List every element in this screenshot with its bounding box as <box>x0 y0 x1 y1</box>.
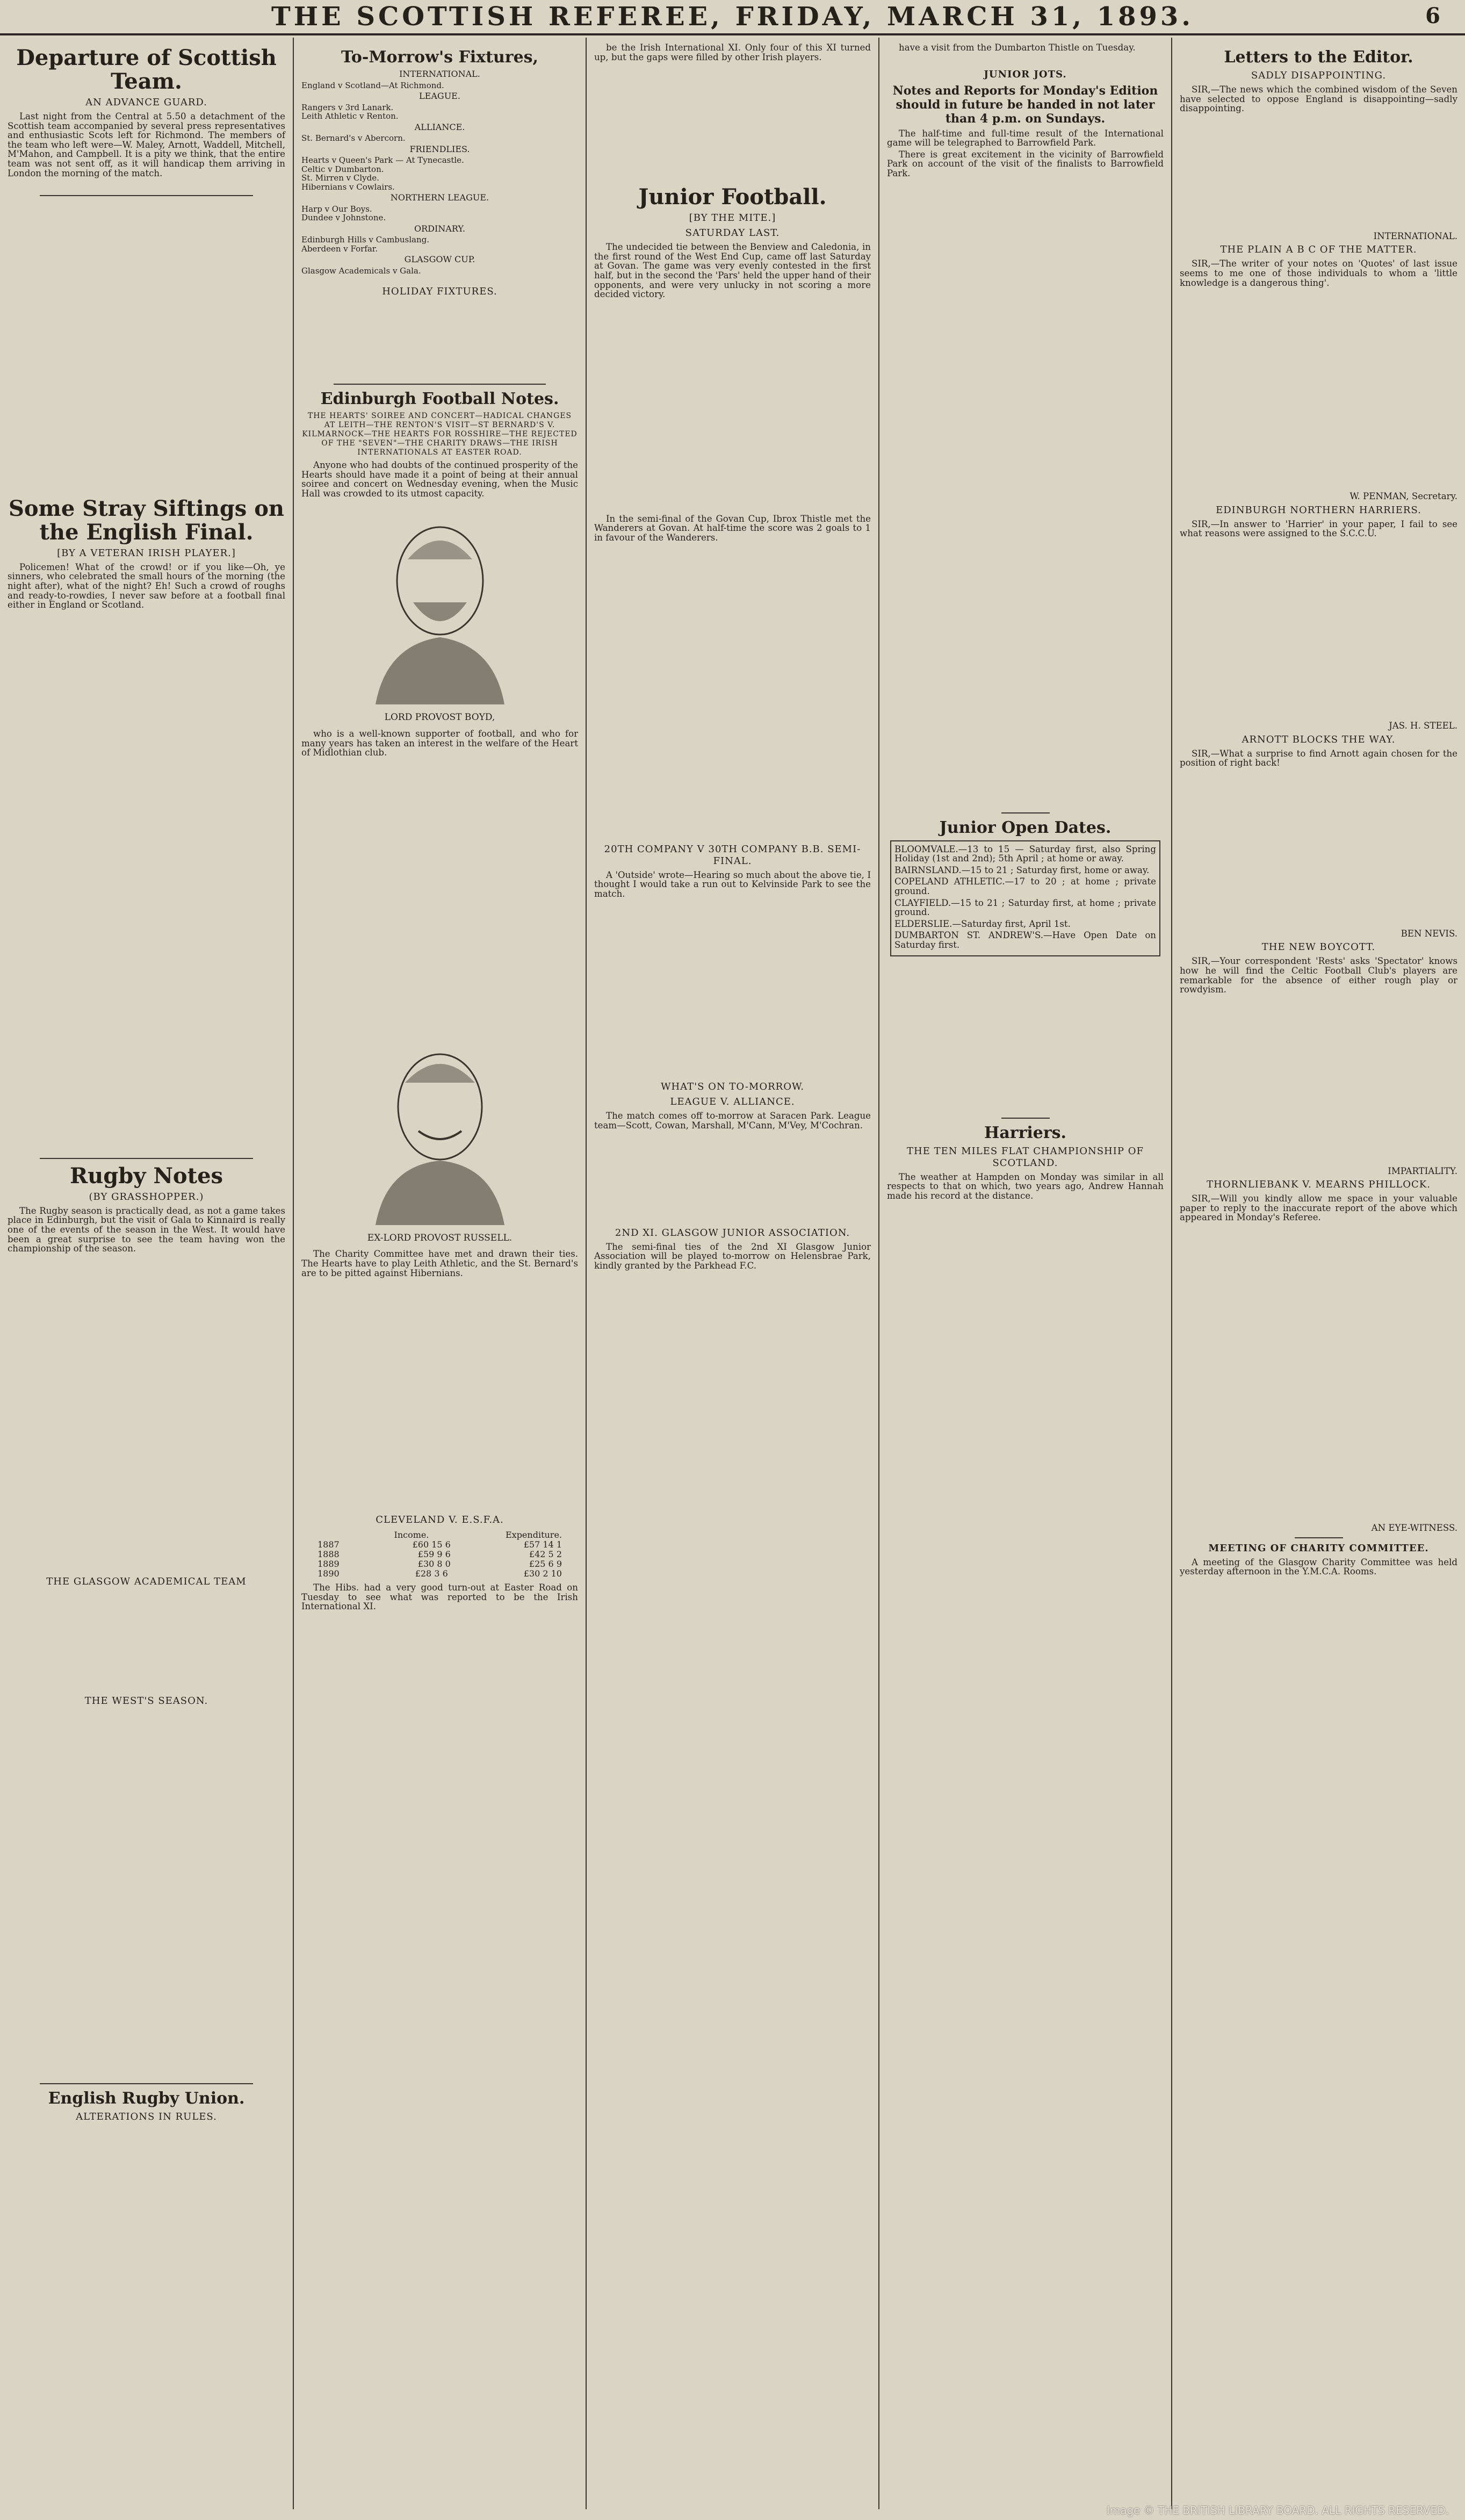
headline-junior-football: Junior Football. <box>638 184 827 210</box>
headline-letters: Letters to the Editor. <box>1224 48 1413 67</box>
masthead-title: THE SCOTTISH REFEREE, FRIDAY, MARCH 31, 1893. <box>271 2 1194 32</box>
letter-signature: INTERNATIONAL. <box>1373 231 1457 241</box>
finance-table <box>317 1530 562 1579</box>
subhead: SATURDAY LAST. <box>685 227 780 239</box>
subhead: THE WEST'S SEASON. <box>84 1695 208 1707</box>
headline-open-dates: Junior Open Dates. <box>939 818 1112 837</box>
letter-text: SIR,—In answer to 'Harrier' in your paper, I fail to see what reasons were assigned to the S.C.C.U. <box>1180 519 1457 539</box>
letter-signature: JAS. H. STEEL. <box>1389 720 1457 731</box>
letter-heading: THORNLIEBANK V. MEARNS PHILLOCK. <box>1207 1179 1431 1191</box>
fixture-line: Edinburgh Hills v Cambuslang. <box>301 235 430 244</box>
article-text: The Charity Committee have met and drawn their ties. The Hearts have to play Leith Athletic, and the St. Bernard's are to be pitted against Hibernians. <box>301 1249 578 1278</box>
article-text: The half-time and full-time result of the International game will be telegraphed to Barrowfield Park. <box>887 128 1164 148</box>
article-text: The weather at Hampden on Monday was similar in all respects to that on which, two years ago, Andrew Hannah made his record at the distance. <box>887 1171 1164 1201</box>
letter-signature: IMPARTIALITY. <box>1388 1165 1457 1176</box>
open-date-entry: COPELAND ATHLETIC.—17 to 20 ; at home ; private ground. <box>894 876 1156 896</box>
article-text: The undecided tie between the Benview and Caledonia, in the first round of the West End Cup, came off last Saturday at Govan. The game was very evenly contested in the first half, but in the second the 'Pars' held the upper hand of their opponents, and were very unlucky in not scoring a more decided victory. <box>594 242 871 300</box>
subhead: 2ND XI. GLASGOW JUNIOR ASSOCIATION. <box>615 1227 850 1239</box>
portrait-ex-lord-provost <box>343 1026 537 1230</box>
fixture-line: GLASGOW CUP. <box>404 254 475 264</box>
fixture-line: England v Scotland—At Richmond. <box>301 80 444 90</box>
headline-english-rugby: English Rugby Union. <box>48 2089 245 2108</box>
portrait-caption: LORD PROVOST BOYD, <box>384 712 495 723</box>
column-1 <box>0 43 293 2504</box>
article-text: Last night from the Central at 5.50 a detachment of the Scottish team accompanied by several press representatives and enthusiastic Scots left for Richmond. The members of the team who left were—W. Maley, Arnott, Waddell, Mitchell, M'Mahon, and Campbell. It is a pity we think, that the entire team was not sent off, as it will handicap them arriving in London the morning of the match. <box>8 111 285 178</box>
letter-text: SIR,—The writer of your notes on 'Quotes' of last issue seems to me one of those individuals to whom a 'little knowledge is a dangerous thing'. <box>1180 258 1457 288</box>
divider <box>1001 1118 1050 1119</box>
subhead: [BY A VETERAN IRISH PLAYER.] <box>57 547 236 559</box>
fixture-line: Aberdeen v Forfar. <box>301 243 378 254</box>
article-text: Anyone who had doubts of the continued prosperity of the Hearts should have made it a point of being at their annual soiree and concert on Wednesday evening, when the Music Hall was crowded to its utmost capacity. <box>301 460 578 499</box>
article-text: A 'Outside' wrote—Hearing so much about the above tie, I thought I would take a run out to Kelvinside Park to see the match. <box>594 869 871 899</box>
article-text: The semi-final ties of the 2nd XI Glasgow Junior Association will be played to-morrow on Helensbrae Park, kindly granted by the Parkhead F.C. <box>594 1241 871 1271</box>
column-2 <box>294 43 586 2504</box>
divider <box>1001 812 1050 813</box>
table-row: 1889 £30 8 0 £25 6 9 <box>317 1559 562 1569</box>
column-5 <box>1172 43 1465 2504</box>
article-text: The Rugby season is practically dead, as not a game takes place in Edinburgh, but the visit of Gala to Kinnaird is really one of the events of the season in the West. It would have been a great surprise to see the team having won the championship of the season. <box>8 1205 285 1254</box>
divider <box>40 2083 253 2084</box>
fixture-line: Glasgow Academicals v Gala. <box>301 265 421 276</box>
article-text: The Hibs. had a very good turn-out at Easter Road on Tuesday to see what was reported to be the Irish International XI. <box>301 1582 578 1612</box>
article-text: There is great excitement in the vicinity of Barrowfield Park on account of the visit of the finalists to Barrowfield Park. <box>887 149 1164 178</box>
copyright-watermark: Image © THE BRITISH LIBRARY BOARD. ALL RIGHTS RESERVED. <box>1106 2504 1449 2517</box>
subhead-charity-meeting: MEETING OF CHARITY COMMITTEE. <box>1208 1542 1429 1554</box>
article-text: The match comes off to-morrow at Saracen Park. League team—Scott, Cowan, Marshall, M'Cann, M'Vey, M'Cochran. <box>594 1111 871 1131</box>
page-number: 6 <box>1425 3 1444 28</box>
subhead: 20TH COMPANY V 30TH COMPANY B.B. SEMI-FINAL. <box>604 843 861 867</box>
fixture-line: Hibernians v Cowlairs. <box>301 182 395 192</box>
subhead: ALTERATIONS IN RULES. <box>76 2111 217 2122</box>
headline-fixtures: To-Morrow's Fixtures, <box>341 48 538 67</box>
open-date-entry: BLOOMVALE.—13 to 15 — Saturday first, also Spring Holiday (1st and 2nd); 5th April ; at home or away. <box>894 844 1156 864</box>
open-date-entry: BAIRNSLAND.—15 to 21 ; Saturday first, home or away. <box>894 865 1150 875</box>
letter-heading: THE PLAIN A B C OF THE MATTER. <box>1220 244 1417 256</box>
open-dates-box <box>890 840 1160 956</box>
article-text: be the Irish International XI. Only four of this XI turned up, but the gaps were filled by other Irish players. <box>594 43 871 62</box>
headline-edinburgh: Edinburgh Football Notes. <box>320 390 559 408</box>
editorial-notice: Notes and Reports for Monday's Edition should in future be handed in not later than 4 p.m. on Sundays. <box>892 83 1158 126</box>
letter-text: SIR,—Will you kindly allow me space in your valuable paper to reply to the inaccurate report of the above which appeared in Monday's Referee. <box>1180 1193 1457 1223</box>
divider <box>1295 1537 1343 1538</box>
subhead-holiday: HOLIDAY FIXTURES. <box>382 286 497 297</box>
table-row: 1890 £28 3 6 £30 2 10 <box>317 1568 562 1579</box>
fixture-line: INTERNATIONAL. <box>399 69 480 79</box>
open-date-entry: DUMBARTON ST. ANDREW'S.—Have Open Date on Saturday first. <box>894 930 1156 950</box>
portrait-engraving-icon <box>354 511 526 704</box>
letter-signature: W. PENMAN, Secretary. <box>1349 491 1457 502</box>
column-4 <box>879 43 1171 2504</box>
article-text: Policemen! What of the crowd! or if you like—Oh, ye sinners, who celebrated the small hours of the morning (the night after), what of the night? Eh! Such a crowd of roughs and ready-to-rowdies, I never saw before at a football final either in England or Scotland. <box>8 561 285 610</box>
table-row: 1888 £59 9 6 £42 5 2 <box>317 1549 562 1560</box>
open-date-entry: CLAYFIELD.—15 to 21 ; Saturday first, at home ; private ground. <box>894 897 1156 918</box>
table-row: 1887 £60 15 6 £57 14 1 <box>317 1539 562 1550</box>
fixture-line: Rangers v 3rd Lanark. <box>301 102 394 112</box>
subhead: (BY GRASSHOPPER.) <box>89 1191 204 1203</box>
fixture-line: LEAGUE. <box>419 91 460 101</box>
fixture-line: Leith Athletic v Renton. <box>301 111 399 121</box>
letter-signature: BEN NEVIS. <box>1401 928 1457 939</box>
headline-rugby-notes: Rugby Notes <box>69 1163 223 1189</box>
divider <box>40 1158 253 1159</box>
headline-siftings: Some Stray Siftings on the English Final. <box>8 495 284 545</box>
column-3 <box>587 43 878 2504</box>
subhead: AN ADVANCE GUARD. <box>85 97 207 108</box>
open-date-entry: ELDERSLIE.—Saturday first, April 1st. <box>894 918 1071 929</box>
fixture-line: St. Mirren v Clyde. <box>301 173 379 183</box>
fixture-line: ALLIANCE. <box>414 121 465 132</box>
article-text: A meeting of the Glasgow Charity Committee was held yesterday afternoon in the Y.M.C.A. Rooms. <box>1180 1557 1457 1577</box>
letter-heading: THE NEW BOYCOTT. <box>1261 941 1376 953</box>
letter-heading: SADLY DISAPPOINTING. <box>1251 70 1387 81</box>
subhead-junior-jots: JUNIOR JOTS. <box>984 68 1067 80</box>
article-text: who is a well-known supporter of football, and who for many years has taken an interest in the welfare of the Heart of Midlothian club. <box>301 728 578 758</box>
article-text: have a visit from the Dumbarton Thistle on Tuesday. <box>899 43 1136 53</box>
table-title: CLEVELAND V. E.S.F.A. <box>376 1514 504 1526</box>
subhead: THE GLASGOW ACADEMICAL TEAM <box>46 1575 247 1587</box>
letter-text: SIR,—The news which the combined wisdom of the Seven have selected to oppose England is disappointing—sadly disappointing. <box>1180 84 1457 114</box>
subhead: THE TEN MILES FLAT CHAMPIONSHIP OF SCOTLAND. <box>907 1145 1144 1169</box>
letter-text: SIR,—Your correspondent 'Rests' asks 'Spectator' knows how he will find the Celtic Football Club's players are remarkable for the absence of either rough play or rowdyism. <box>1180 956 1457 995</box>
headline-departure: Departure of Scottish Team. <box>16 45 277 94</box>
fixture-line: Celtic v Dumbarton. <box>301 164 384 174</box>
letter-signature: AN EYE-WITNESS. <box>1371 1523 1457 1533</box>
letter-heading: ARNOTT BLOCKS THE WAY. <box>1242 733 1396 745</box>
fixture-line: Dundee v Johnstone. <box>301 213 386 222</box>
letter-text: SIR,—What a surprise to find Arnott again chosen for the position of right back! <box>1180 748 1457 768</box>
table-header: Income. Expenditure. <box>394 1530 562 1540</box>
article-text-continued <box>8 180 285 190</box>
masthead <box>0 0 1465 35</box>
fixture-line: ORDINARY. <box>414 223 465 234</box>
fixture-line: FRIENDLIES. <box>409 143 470 154</box>
divider <box>334 384 546 385</box>
portrait-caption: EX-LORD PROVOST RUSSELL. <box>367 1232 513 1243</box>
fixture-line: Harp v Our Boys. <box>301 204 372 214</box>
portrait-lord-provost-boyd <box>343 506 537 710</box>
headline-harriers: Harriers. <box>984 1123 1067 1142</box>
subhead: THE HEARTS' SOIREE AND CONCERT—HADICAL CHANGES AT LEITH—THE RENTON'S VISIT—ST BERNARD'S V. KILMARNOCK—THE HEARTS FOR ROSSHIRE—THE REJECTED OF THE "SEVEN"—THE CHARITY DRAWS—THE IRISH INTERNATIONALS AT EASTER ROAD. <box>302 412 578 457</box>
subhead: WHAT'S ON TO-MORROW. <box>660 1081 805 1093</box>
subhead: LEAGUE V. ALLIANCE. <box>670 1096 795 1108</box>
fixture-line: Hearts v Queen's Park — At Tynecastle. <box>301 155 464 165</box>
fixture-line: NORTHERN LEAGUE. <box>390 192 489 203</box>
fixtures-list <box>301 70 578 275</box>
fixture-line: St. Bernard's v Abercorn. <box>301 133 406 143</box>
divider <box>40 195 253 196</box>
portrait-engraving-icon <box>354 1032 526 1225</box>
subhead: [BY THE MITE.] <box>689 212 776 224</box>
letter-heading: EDINBURGH NORTHERN HARRIERS. <box>1216 504 1421 516</box>
article-text: In the semi-final of the Govan Cup, Ibrox Thistle met the Wanderers at Govan. At half-time the score was 2 goals to 1 in favour of the Wanderers. <box>594 513 871 543</box>
